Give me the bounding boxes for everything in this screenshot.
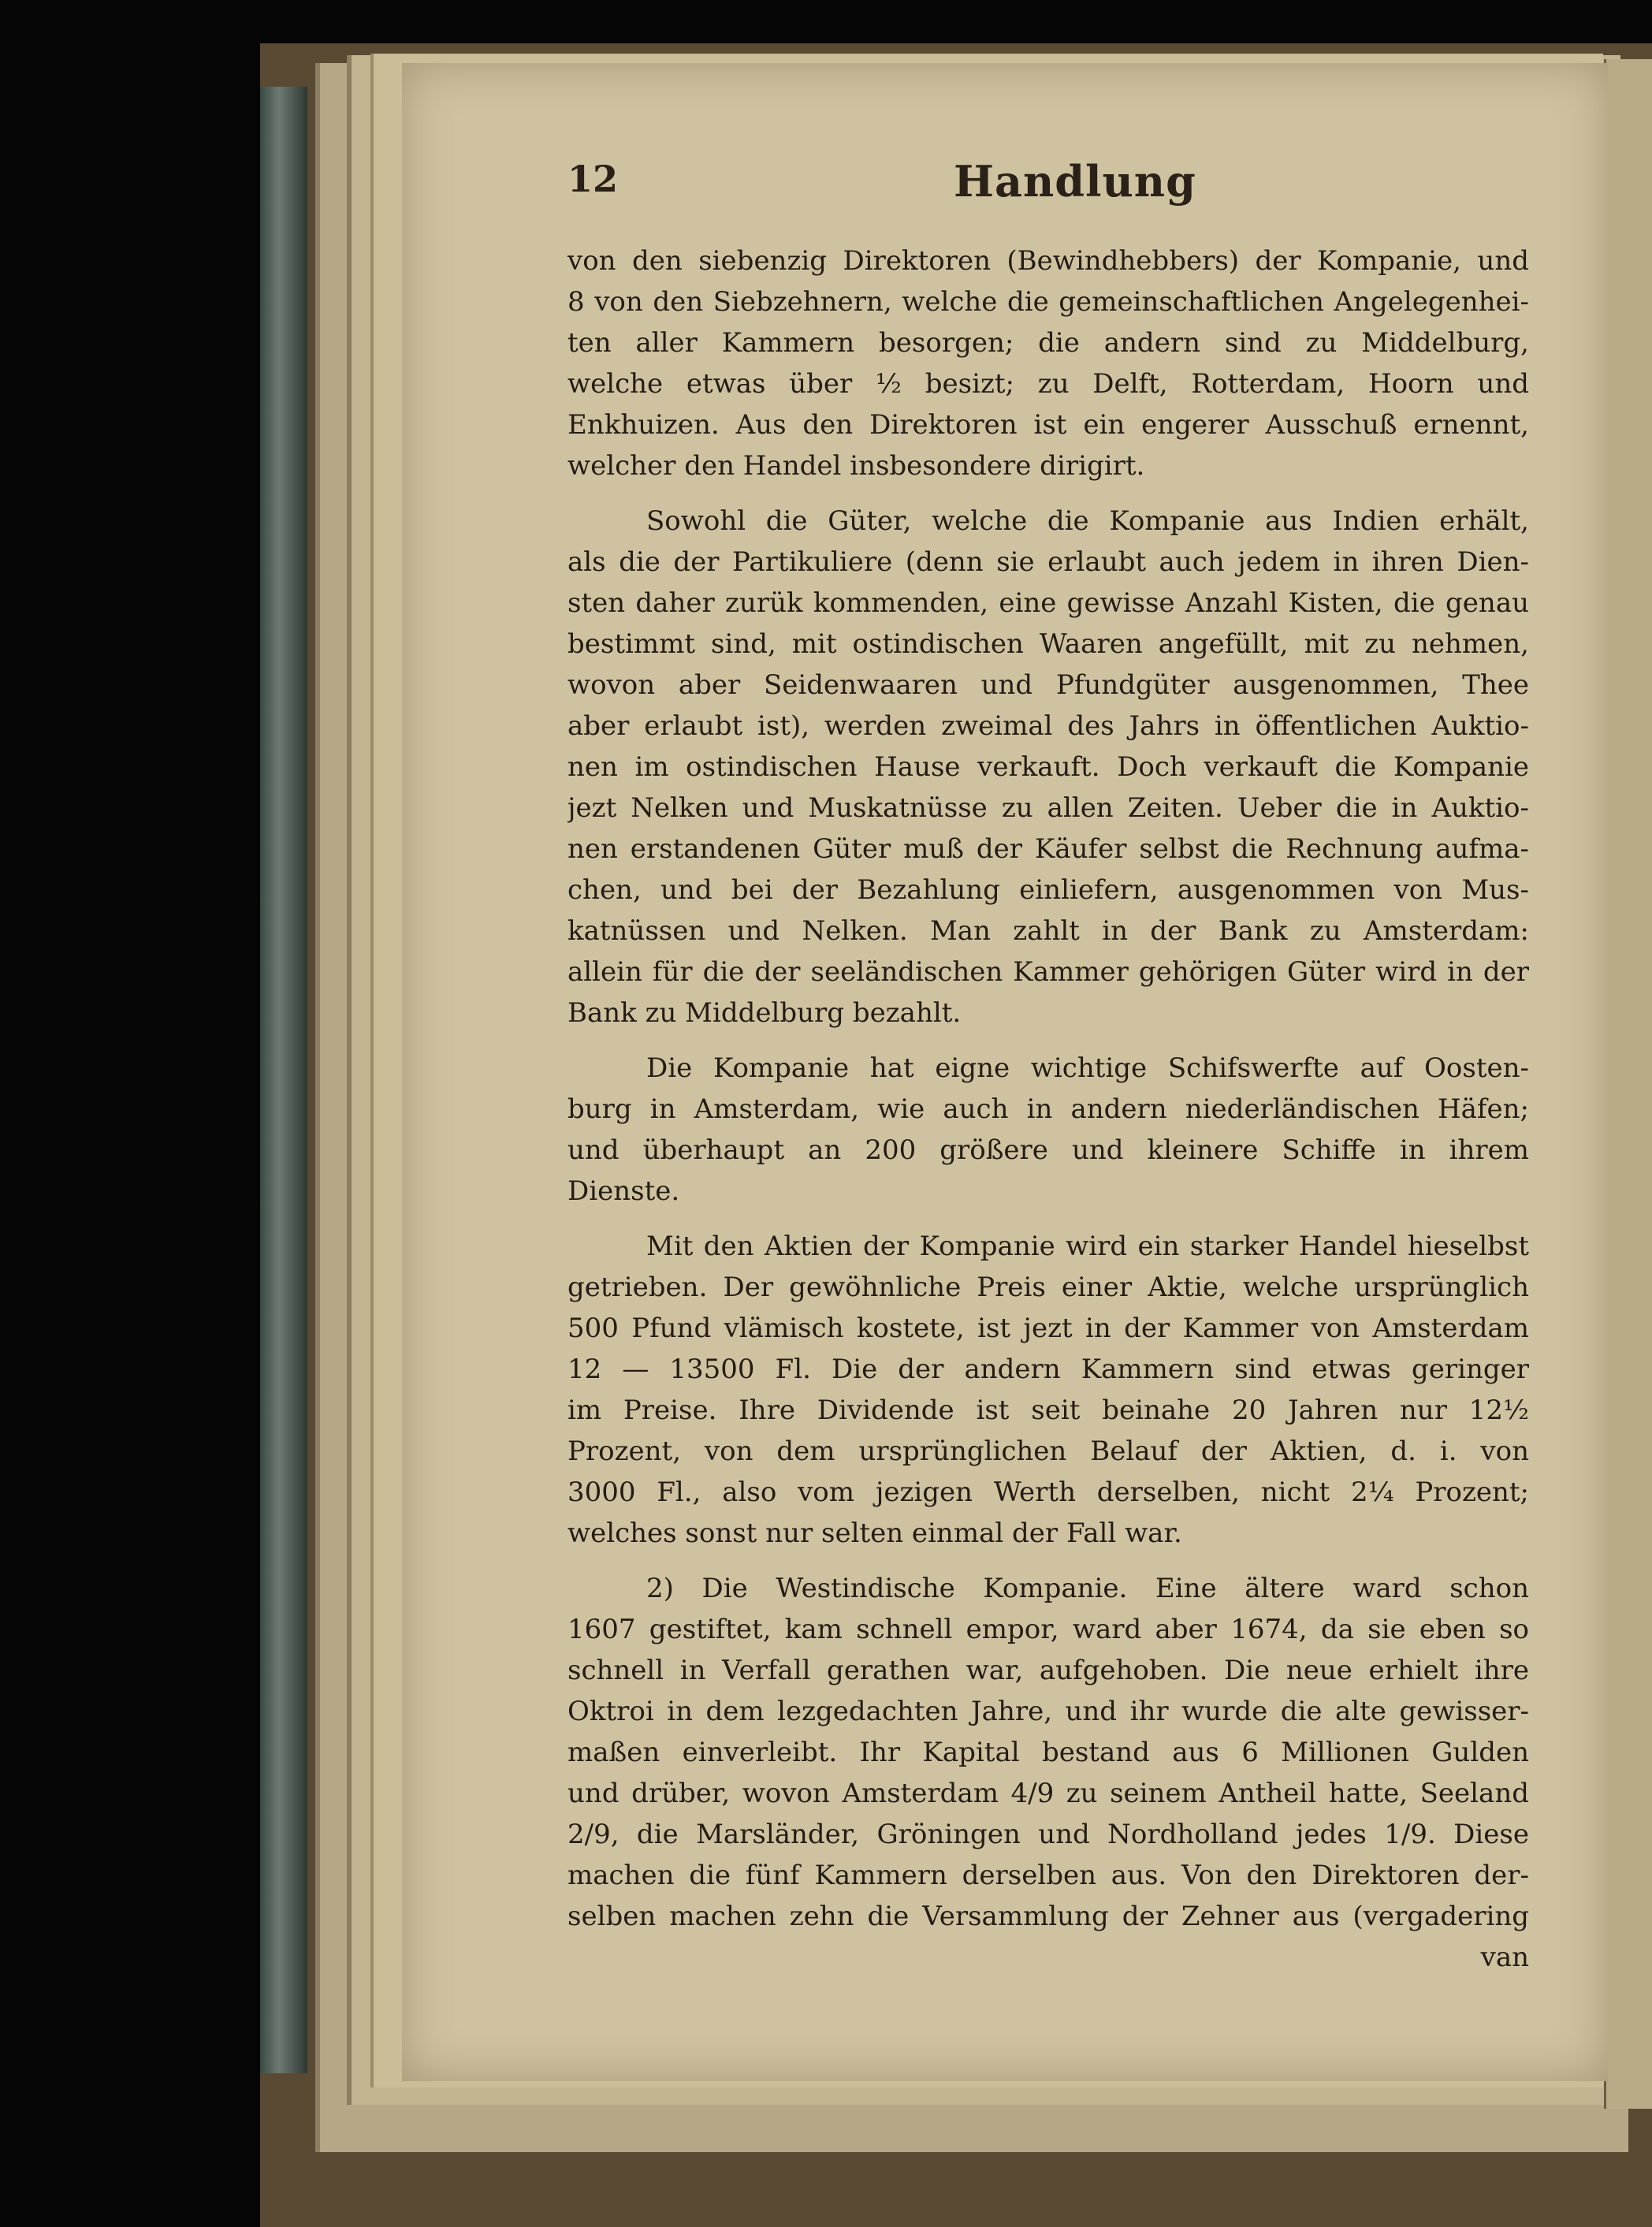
text-line: bestimmt sind, mit ostindischen Waaren angefüllt, mit zu nehmen, <box>567 628 1529 660</box>
text-line: wovon aber Seidenwaaren und Pfundgüter ausgenommen, Thee <box>567 669 1529 701</box>
text-line: aber erlaubt ist), werden zweimal des Jahrs in öffentlichen Auktio- <box>567 710 1529 742</box>
text-line: katnüssen und Nelken. Man zahlt in der Bank zu Amsterdam: <box>567 915 1529 947</box>
text-line: welcher den Handel insbesondere dirigirt. <box>567 450 1145 482</box>
text-line: 1607 gestiftet, kam schnell empor, ward aber 1674, da sie eben so <box>567 1614 1529 1645</box>
text-line: 8 von den Siebzehnern, welche die gemeinschaftlichen Angelegenhei- <box>567 286 1529 318</box>
text-line: Oktroi in dem lezgedachten Jahre, und ihr wurde die alte gewisser- <box>567 1696 1529 1727</box>
text-line: von den siebenzig Direktoren (Bewindhebbers) der Kompanie, und <box>567 245 1529 277</box>
text-line: als die der Partikuliere (denn sie erlaubt auch jedem in ihren Dien- <box>567 546 1529 578</box>
text-line: ten aller Kammern besorgen; die andern sind zu Middelburg, <box>567 327 1529 359</box>
text-line: und drüber, wovon Amsterdam 4/9 zu seinem Antheil hatte, Seeland <box>567 1778 1529 1809</box>
text-line: Prozent, von dem ursprünglichen Belauf der Aktien, d. i. von <box>567 1436 1529 1467</box>
text-line: 500 Pfund vlämisch kostete, ist jezt in der Kammer von Amsterdam <box>567 1313 1529 1344</box>
text-line: Dienste. <box>567 1175 680 1207</box>
text-line: schnell in Verfall gerathen war, aufgehoben. Die neue erhielt ihre <box>567 1655 1529 1686</box>
text-line: Sowohl die Güter, welche die Kompanie aus Indien erhält, <box>646 505 1529 537</box>
text-line: burg in Amsterdam, wie auch in andern niederländischen Häfen; <box>567 1093 1529 1125</box>
running-title: Handlung <box>954 156 1196 207</box>
text-line: Mit den Aktien der Kompanie wird ein starker Handel hieselbst <box>646 1231 1529 1262</box>
text-line: 2/9, die Marsländer, Gröningen und Nordholland jedes 1/9. Diese <box>567 1819 1529 1850</box>
facing-page-edge <box>1604 59 1652 2109</box>
text-line: nen erstandenen Güter muß der Käufer selbst die Rechnung aufma- <box>567 833 1529 865</box>
text-line: Bank zu Middelburg bezahlt. <box>567 997 962 1029</box>
text-line: 12 — 13500 Fl. Die der andern Kammern sind etwas geringer <box>567 1354 1529 1385</box>
text-line: 3000 Fl., also vom jezigen Werth derselben, nicht 2¼ Prozent; <box>567 1477 1529 1508</box>
page-number: 12 <box>567 158 619 200</box>
text-line: selben machen zehn die Versammlung der Zehner aus (vergadering <box>567 1901 1529 1932</box>
text-line: welche etwas über ½ besizt; zu Delft, Rotterdam, Hoorn und <box>567 368 1529 400</box>
text-line: maßen einverleibt. Ihr Kapital bestand aus 6 Millionen Gulden <box>567 1737 1529 1768</box>
text-line: chen, und bei der Bezahlung einliefern, ausgenommen von Mus- <box>567 874 1529 906</box>
text-line: getrieben. Der gewöhnliche Preis einer Aktie, welche ursprünglich <box>567 1272 1529 1303</box>
text-line: machen die fünf Kammern derselben aus. Von den Direktoren der- <box>567 1860 1529 1891</box>
body-text <box>567 240 1529 1978</box>
text-line: nen im ostindischen Hause verkauft. Doch verkauft die Kompanie <box>567 751 1529 783</box>
catchword: van <box>1480 1942 1529 1973</box>
text-line: im Preise. Ihre Dividende ist seit beinahe 20 Jahren nur 12½ <box>567 1395 1529 1426</box>
text-line: und überhaupt an 200 größere und kleinere Schiffe in ihrem <box>567 1134 1529 1166</box>
book-spine <box>260 87 307 2073</box>
page-header <box>567 158 1529 221</box>
text-line: allein für die der seeländischen Kammer gehörigen Güter wird in der <box>567 956 1529 988</box>
text-line: welches sonst nur selten einmal der Fall war. <box>567 1518 1182 1549</box>
text-line: sten daher zurük kommenden, eine gewisse Anzahl Kisten, die genau <box>567 587 1529 619</box>
text-line: Enkhuizen. Aus den Direktoren ist ein engerer Ausschuß ernennt, <box>567 409 1529 441</box>
text-line: 2) Die Westindische Kompanie. Eine ältere ward schon <box>646 1573 1529 1604</box>
text-line: Die Kompanie hat eigne wichtige Schifswerfte auf Oosten- <box>646 1052 1529 1084</box>
text-line: jezt Nelken und Muskatnüsse zu allen Zeiten. Ueber die in Auktio- <box>567 792 1529 824</box>
